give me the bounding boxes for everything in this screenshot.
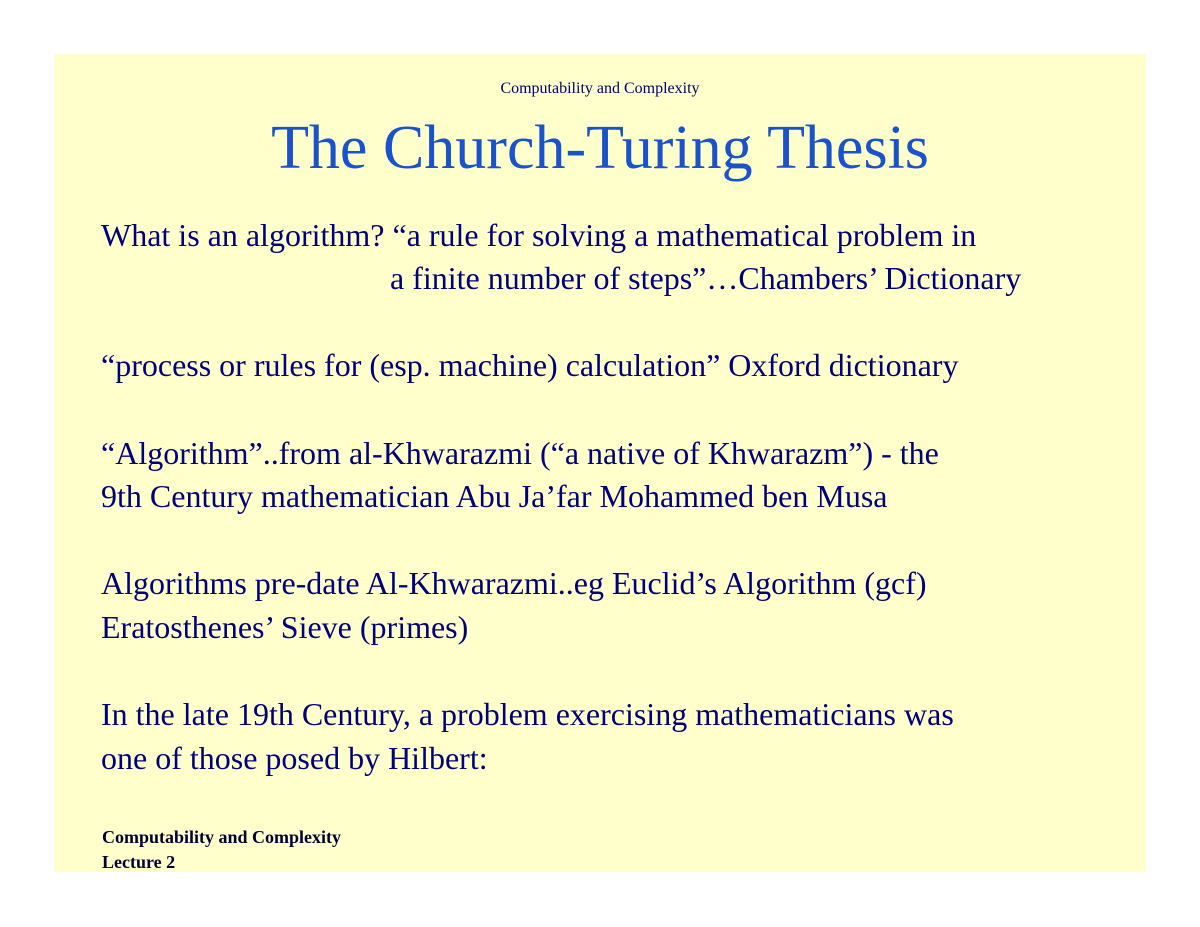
body-line-5: 9th Century mathematician Abu Ja’far Mohammed ben Musa [101, 478, 888, 514]
body-line-9: one of those posed by Hilbert: [101, 740, 488, 776]
body-line-7: Eratosthenes’ Sieve (primes) [101, 609, 469, 645]
body-line-2: a finite number of steps”…Chambers’ Dictionary [390, 260, 1022, 296]
footer-lecture: Lecture 2 [102, 852, 176, 872]
footer-course: Computability and Complexity [102, 827, 342, 847]
body-line-4: “Algorithm”..from al-Khwarazmi (“a native of Khwarazm”) - the [101, 435, 939, 471]
body-line-1: What is an algorithm? “a rule for solving a mathematical problem in [101, 217, 977, 253]
slide [54, 54, 1146, 872]
slide-title: The Church-Turing Thesis [271, 114, 929, 182]
slide-header: Computability and Complexity [500, 80, 700, 97]
body-line-6: Algorithms pre-date Al-Khwarazmi..eg Euclid’s Algorithm (gcf) [101, 565, 927, 601]
body-line-8: In the late 19th Century, a problem exercising mathematicians was [101, 696, 954, 732]
body-line-3: “process or rules for (esp. machine) calculation” Oxford dictionary [101, 347, 959, 383]
